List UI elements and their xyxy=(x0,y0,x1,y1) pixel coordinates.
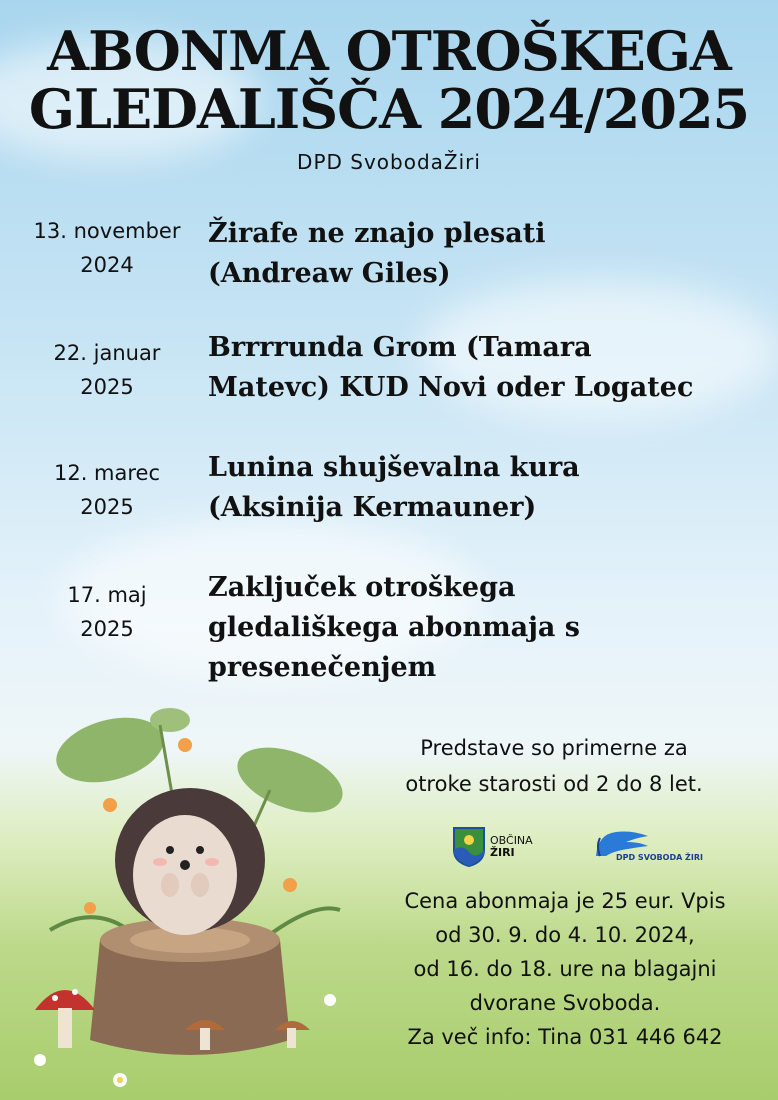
obcina-name: ŽIRI xyxy=(490,846,515,859)
event-title xyxy=(208,328,768,408)
event-date xyxy=(12,336,202,404)
event-title-line: (Aksinija Kermauner) xyxy=(208,492,537,523)
event-date-day: 12. marec xyxy=(53,461,161,485)
event-title-line: Matevc) KUD Novi oder Logatec xyxy=(208,372,694,403)
sponsor-logos xyxy=(452,826,712,876)
event-title-line: gledališkega abonmaja s xyxy=(208,612,581,643)
hedgehog-illustration xyxy=(20,700,360,1100)
event-date-day: 17. maj xyxy=(67,583,147,607)
event-title-line: Žirafe ne znajo plesati xyxy=(208,218,546,249)
event-date-year: 2025 xyxy=(80,495,134,519)
price-note-line: Cena abonmaja je 25 eur. Vpis xyxy=(404,889,726,913)
poster-title xyxy=(0,19,778,141)
age-note-line: otroke starosti od 2 do 8 let. xyxy=(405,772,703,796)
price-note-line: Za več info: Tina 031 446 642 xyxy=(407,1025,723,1049)
event-title-line: Brrrrunda Grom (Tamara xyxy=(208,332,592,363)
dpd-svoboda-logo xyxy=(592,826,703,862)
event-date-year: 2025 xyxy=(80,617,134,641)
price-note-line: od 30. 9. do 4. 10. 2024, xyxy=(435,923,695,947)
event-date-day: 13. november xyxy=(33,219,181,243)
age-note xyxy=(340,730,768,802)
event-title-line: presenečenjem xyxy=(208,652,437,683)
event-date xyxy=(12,214,202,282)
obcina-ziri-logo xyxy=(452,826,533,868)
event-title-line: (Andreaw Giles) xyxy=(208,258,451,289)
event-date-day: 22. januar xyxy=(53,341,161,365)
price-note-line: dvorane Svoboda. xyxy=(469,991,661,1015)
event-title-line: Lunina shujševalna kura xyxy=(208,452,580,483)
event-title xyxy=(208,448,768,528)
title-line: GLEDALIŠČA 2024/2025 xyxy=(28,77,750,141)
age-note-line: Predstave so primerne za xyxy=(420,736,688,760)
dpd-name: DPD SVOBODA ŽIRI xyxy=(616,852,703,862)
obcina-text xyxy=(490,835,533,859)
event-date-year: 2024 xyxy=(80,253,134,277)
event-title xyxy=(208,214,768,294)
organizer: DPD SvobodaŽiri xyxy=(297,150,481,174)
coat-of-arms-icon xyxy=(452,826,486,868)
event-title-line: Zaključek otroškega xyxy=(208,572,516,603)
title-line: ABONMA OTROŠKEGA xyxy=(47,19,731,83)
event-date xyxy=(12,456,202,524)
event-date xyxy=(12,578,202,646)
price-note-line: od 16. do 18. ure na blagajni xyxy=(413,957,717,981)
price-note xyxy=(360,884,770,1054)
event-title xyxy=(208,568,768,688)
obcina-line: OBČINA xyxy=(490,834,533,847)
event-date-year: 2025 xyxy=(80,375,134,399)
